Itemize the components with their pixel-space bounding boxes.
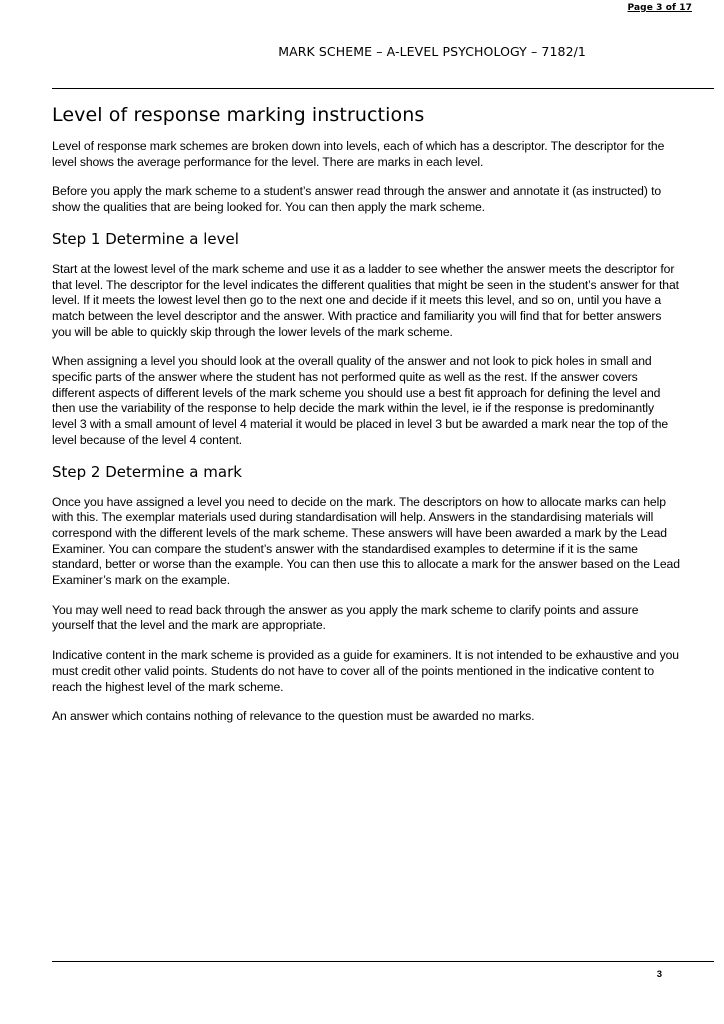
intro-paragraph-1: Level of response mark schemes are broken down into levels, each of which has a descriptor. The descriptor for the level shows the average performance for the level. There are marks in each level. <box>52 139 665 169</box>
step1-paragraph-2: When assigning a level you should look at the overall quality of the answer and not look to pick holes in small and specific parts of the answer where the student has not performed quite as well as the rest. If the answer covers different aspects of different levels of the mark scheme you should use a best fit approach for defining the level and then use the variability of the response to help decide the mark within the level, ie if the response is predominantly level 3 with a small amount of level 4 material it would be placed in level 3 but be awarded a mark near the top of the level because of the level 4 content. <box>52 354 669 447</box>
page-label: Page 3 of 17 <box>627 3 692 13</box>
page-title: Level of response marking instructions <box>52 104 425 126</box>
footer-page-number: 3 <box>656 969 662 980</box>
header-rule <box>52 88 714 89</box>
intro-paragraph-2: Before you apply the mark scheme to a student’s answer read through the answer and annotate it (as instructed) to show the qualities that are being looked for. You can then apply the mark scheme. <box>52 184 662 215</box>
step2-paragraph-2: You may well need to read back through the answer as you apply the mark scheme to clarify points and assure yourself that the level and the mark are appropriate. <box>52 602 639 633</box>
step2-heading: Step 2 Determine a mark <box>52 462 242 481</box>
step2-paragraph-3: Indicative content in the mark scheme is provided as a guide for examiners. It is not intended to be exhaustive and you must credit other valid points. Students do not have to cover all of the points mentioned in the indicative content to reach the highest level of the mark scheme. <box>52 648 679 694</box>
document-body <box>52 104 680 739</box>
step1-paragraph-1: Start at the lowest level of the mark scheme and use it as a ladder to see whether the answer meets the descriptor for that level. The descriptor for the level indicates the different qualities that might be seen in the student’s answer for that level. If it meets the lowest level then go to the next one and decide if it meets this level, and so on, until you have a match between the level descriptor and the answer. With practice and familiarity you will find that for better answers you will be able to quickly skip through the lower levels of the mark scheme. <box>52 261 679 339</box>
step1-heading: Step 1 Determine a level <box>52 229 239 248</box>
step2-paragraph-1: Once you have assigned a level you need to decide on the mark. The descriptors on how to allocate marks can help with this. The exemplar materials used during standardisation will help. Answers in the standardising materials will correspond with the different levels of the mark scheme. These answers will have been awarded a mark by the Lead Examiner. You can compare the student’s answer with the standardised examples to determine if it is the same standard, better or worse than the example. You can then use this to allocate a mark for the answer based on the Lead Examiner’s mark on the example. <box>52 494 680 588</box>
footer-rule <box>52 961 714 962</box>
document-header: MARK SCHEME – A-LEVEL PSYCHOLOGY – 7182/1 <box>278 44 586 59</box>
step2-paragraph-4: An answer which contains nothing of relevance to the question must be awarded no marks. <box>52 709 535 724</box>
